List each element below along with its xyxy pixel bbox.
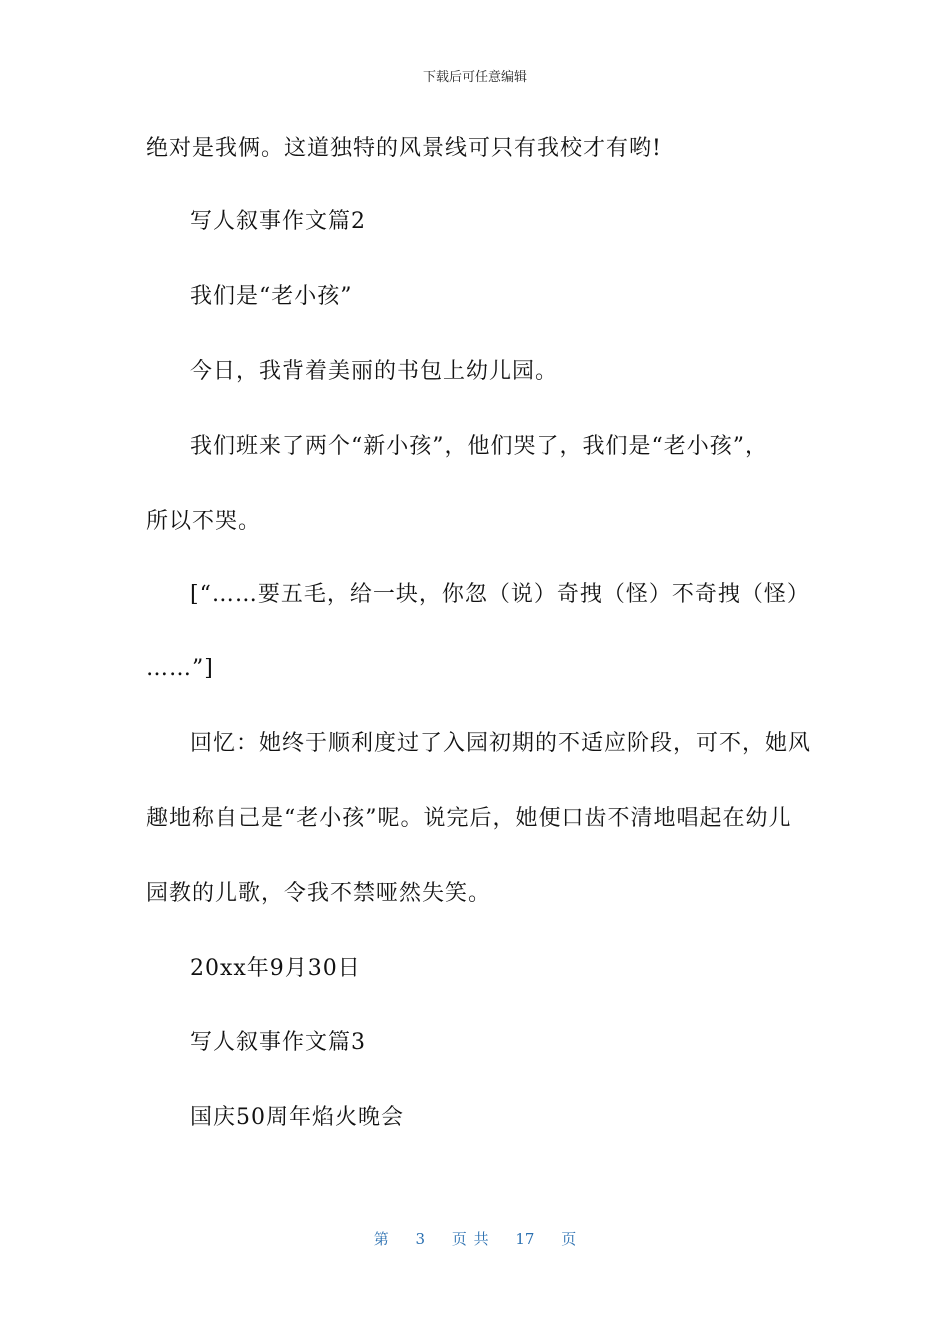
essay-title-3: 国庆50周年焰火晚会 [190, 1105, 404, 1130]
essay-title: 我们是“老小孩” [190, 284, 353, 309]
text-line-6: 所以不哭。 [146, 509, 262, 534]
footer-ye: 页 [561, 1230, 577, 1248]
text-line-1: 绝对是我俩。这道独特的风景线可只有我校才有哟! [146, 136, 662, 161]
text-line-5: 我们班来了两个“新小孩”，他们哭了，我们是“老小孩”， [190, 434, 768, 459]
text-line-9: 回忆：她终于顺利度过了入园初期的不适应阶段，可不，她风 [190, 731, 812, 756]
text-line-10: 趣地称自己是“老小孩”呢。说完后，她便口齿不清地唱起在幼儿 [146, 806, 792, 831]
page-header: 下载后可任意编辑 [422, 70, 527, 85]
footer-ye-gong: 页 共 [451, 1230, 489, 1248]
section-title-2: 写人叙事作文篇2 [190, 209, 366, 234]
text-line-7: [“……要五毛，给一块，你忽（说）奇拽（怪）不奇拽（怪） [190, 582, 810, 607]
text-line-4: 今日，我背着美丽的书包上幼儿园。 [190, 359, 559, 384]
date-line: 20xx年9月30日 [190, 956, 361, 981]
footer-total-pages: 17 [515, 1230, 535, 1248]
text-line-8: ……”] [146, 656, 214, 681]
section-title-3: 写人叙事作文篇3 [190, 1030, 366, 1055]
text-line-11: 园教的儿歌，令我不禁哑然失笑。 [146, 881, 492, 906]
footer-di: 第 [373, 1230, 389, 1248]
footer-page-number: 3 [415, 1230, 426, 1248]
page-footer [0, 1228, 950, 1249]
